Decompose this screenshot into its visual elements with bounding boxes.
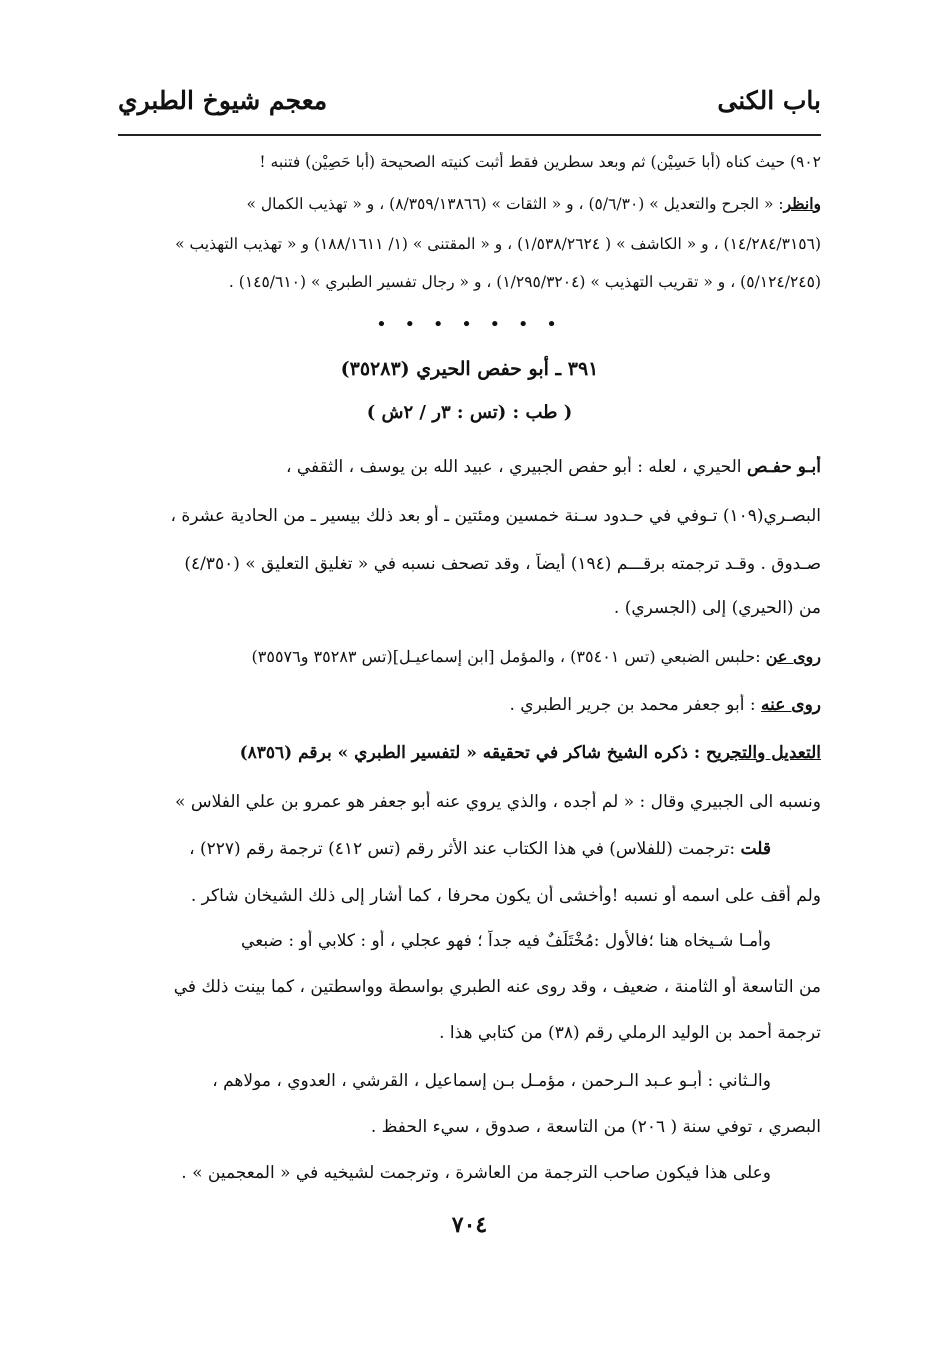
paragraph-1-line-4: من (الحيري) إلى (الجسري) . [613,598,821,618]
paragraph-1-line-3: صـدوق . وقـد ترجمته برقـــم (١٩٤) أيضاً ، وقد تصحف نسبه في « تغليق التعليق » (٤/٣٥٠) [184,554,821,574]
paragraph-4-line-2: البصري ، توفي سنة ( ٢٠٦) من التاسعة ، صدوق ، سيء الحفظ . [370,1117,821,1137]
footnote-line-3: (١٤/٢٨٤/٣١٥٦) ، و « الكاشف » ( ١/٥٣٨/٢٦٢٤) ، و « المقتنى » (١/ ١٨٨/١٦١١) و « تهذيب التهذيب » [175,235,821,253]
narrated-by-text: : أبو جعفر محمد بن جرير الطبري . [509,695,761,715]
qult-line-1-text: :ترجمت (للفلاس) في هذا الكتاب عند الأثر رقم (تس ٤١٢) ترجمة رقم (٢٢٧) ، [189,839,741,859]
jarh-label: التعديل والتجريح [706,743,821,763]
book-title: معجم شيوخ الطبري [118,86,328,115]
qult-line-2: ولم أقف على اسمه أو نسبه !وأخشى أن يكون محرفا ، كما أشار إلى ذلك الشيخان شاكر . [190,886,821,906]
jarh-line-1-text: : ذكره الشيخ شاكر في تحقيقه « لتفسير الطبري » برقم (٨٣٥٦) [239,743,707,763]
entry-code: ( طب : (تس : ٣ر / ٢ش ) [366,402,573,423]
footnote-line-2 [118,194,821,214]
qult-label: قلت [740,839,771,859]
paragraph-3-line-2: من التاسعة أو الثامنة ، ضعيف ، وقد روى عنه الطبري بواسطة وواسطتين ، كما بينت ذلك في [173,977,821,997]
narrated-from-text: :حلبس الضبعي (تس ٣٥٤٠١) ، والمؤمل [ابن إسماعيـل](تس ٣٥٢٨٣ و٣٥٥٧٦) [251,647,766,666]
separator: • • • • • • • [376,314,563,335]
paragraph-1-line-1-text: الحيري ، لعله : أبو حفص الجبيري ، عبيد الله بن يوسف ، الثقفي ، [285,457,747,477]
narrated-from-label: روى عن [765,647,821,666]
footnote-line-2-text: : « الجرح والتعديل » (٥/٦/٣٠) ، و « الثقات » (٨/٣٥٩/١٣٨٦٦) ، و « تهذيب الكمال » [246,195,784,213]
chapter-title: باب الكنى [717,86,821,115]
look-label: وانظر [783,194,821,213]
entry-name: أبـو حفـص [746,457,821,477]
entry-title: ٣٩١ ـ أبو حفص الحيري (٣٥٢٨٣) [340,358,599,380]
jarh-line-1 [118,742,821,764]
footnote-line-4: (٥/١٢٤/٢٤٥) ، و « تقريب التهذيب » (١/٢٩٥/٣٢٠٤) ، و « رجال تفسير الطبري » (١٤٥/٦١٠) . [228,273,821,291]
running-header [118,86,821,130]
narrated-by [118,694,821,716]
header-rule [118,134,821,136]
paragraph-5-line-1: وعلى هذا فيكون صاحب الترجمة من العاشرة ، وترجمت لشيخيه في « المعجمين » . [181,1163,771,1183]
jarh-line-2: ونسبه الى الجبيري وقال : « لم أجده ، والذي يروي عنه أبو جعفر هو عمرو بن علي الفلاس » [175,792,821,812]
page-number: ٧٠٤ [451,1212,488,1238]
footnote-line-1: ٩٠٢) حيث كناه (أبا حَسِيْن) ثم وبعد سطرين فقط أثبت كنيته الصحيحة (أبا حَصِيْن) فتنبه ! [259,153,821,171]
paragraph-4-line-1: والـثاني : أبـو عـبد الـرحمن ، مؤمـل بـن إسماعيل ، القرشي ، العدوي ، مولاهم ، [212,1071,771,1091]
narrated-from [118,646,821,668]
paragraph-3-line-1: وأمـا شـيخاه هنا ؛فالأول :مُخْتَلَفٌ فيه جداً ؛ فهو عجلي ، أو : كلابي أو : ضبعي [241,931,771,951]
paragraph-1-line-1 [118,456,821,478]
narrated-by-label: روى عنه [760,695,821,715]
qult-line-1 [118,838,821,860]
paragraph-1-line-2: البصـري(١٠٩) تـوفي في حـدود سـنة خمسين ومئتين ـ أو بعد ذلك بيسير ـ من الحادية عشرة ، [170,506,821,526]
paragraph-3-line-3: ترجمة أحمد بن الوليد الرملي رقم (٣٨) من كتابي هذا . [439,1023,821,1043]
